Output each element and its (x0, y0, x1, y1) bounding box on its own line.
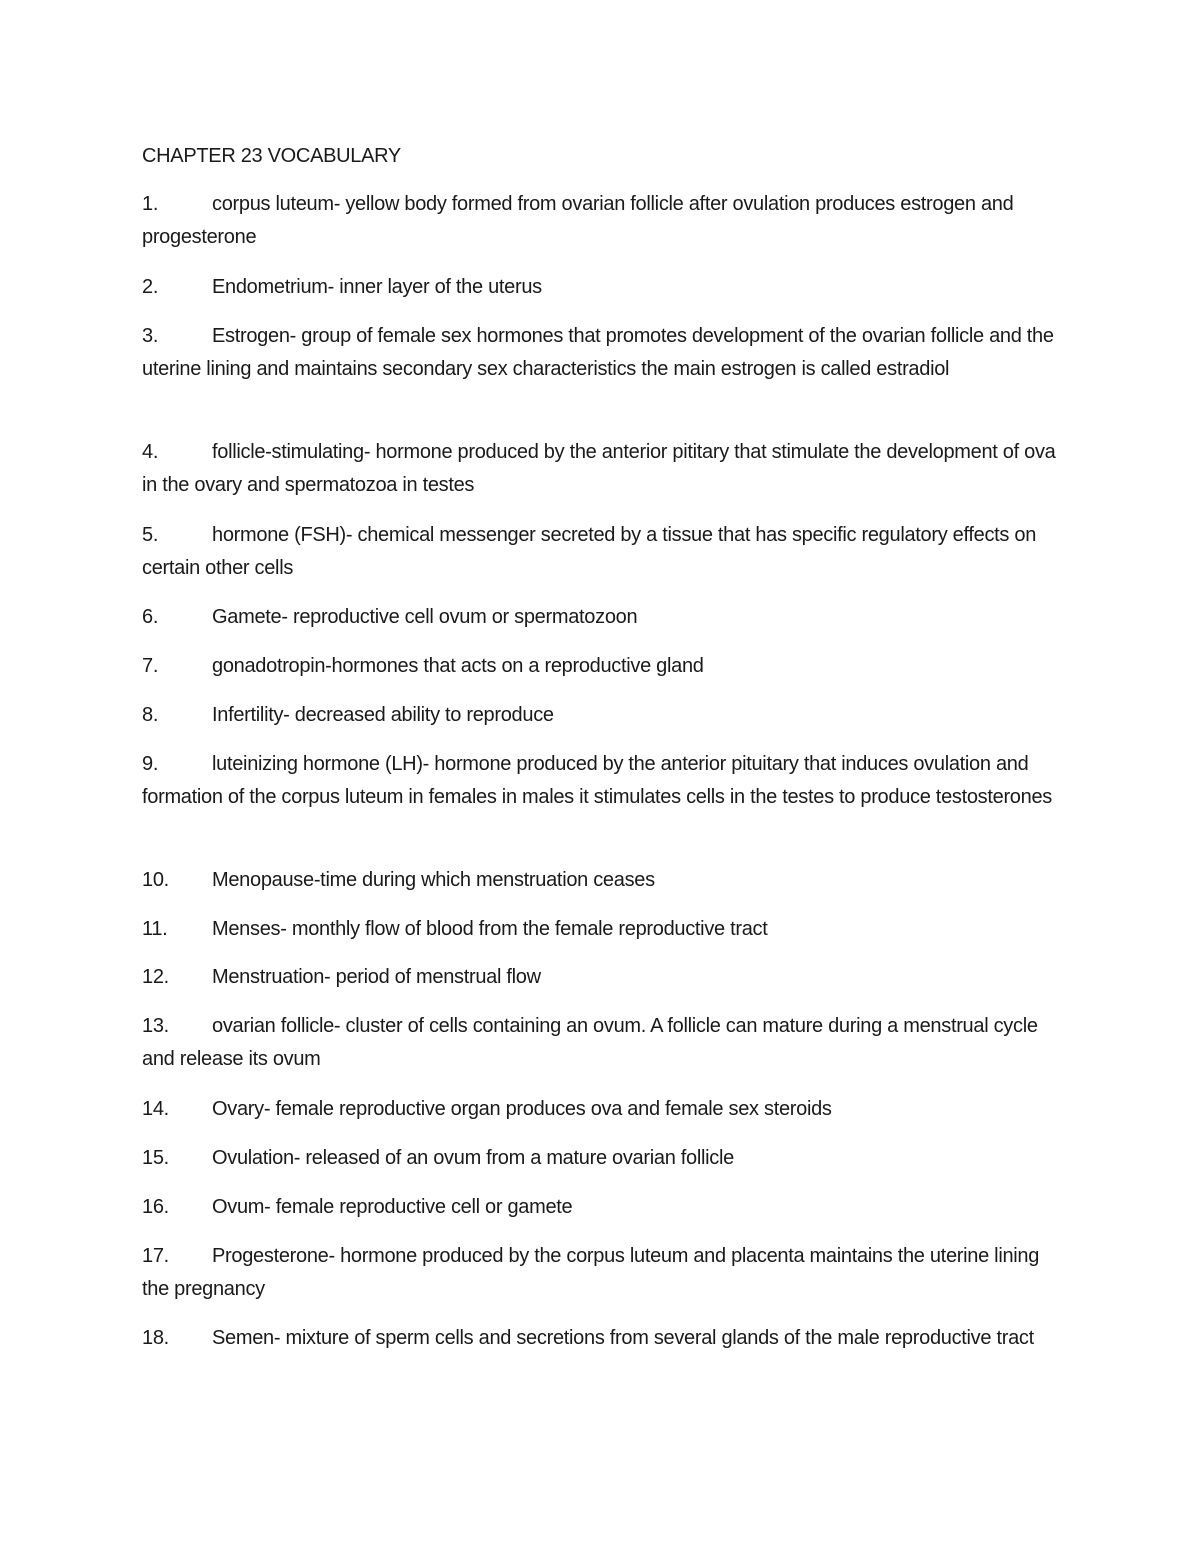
entry-text: Progesterone- hormone produced by the corpus luteum and placenta maintains the uterine lining the pregnancy (142, 1245, 1040, 1300)
vocab-entry (142, 1240, 1067, 1306)
entry-number: 1. (142, 193, 159, 215)
entry-number: 3. (142, 325, 159, 347)
vocab-entry (142, 1010, 1067, 1076)
vocab-entry (142, 748, 1067, 814)
entry-number: 18. (142, 1327, 169, 1349)
entry-text: Estrogen- group of female sex hormones that promotes development of the ovarian follicle and the uterine lining and maintains secondary sex characteristics the main estrogen is called estradiol (142, 325, 1054, 380)
entry-number: 11. (142, 918, 168, 940)
entry-number: 14. (142, 1098, 169, 1120)
entry-text: Menses- monthly flow of blood from the female reproductive tract (212, 918, 768, 940)
entry-text: Ovary- female reproductive organ produces ova and female sex steroids (212, 1098, 832, 1120)
vocab-entry (142, 699, 1067, 732)
vocab-entry (142, 601, 1067, 634)
entry-text: Menopause-time during which menstruation ceases (212, 869, 655, 891)
vocab-entry (142, 650, 1067, 683)
entry-number: 4. (142, 441, 159, 463)
entry-text: Endometrium- inner layer of the uterus (212, 276, 542, 298)
entry-number: 7. (142, 655, 159, 677)
entry-text: Infertility- decreased ability to reproduce (212, 704, 554, 726)
vocab-entry (142, 961, 1067, 994)
page-title: CHAPTER 23 VOCABULARY (142, 145, 401, 167)
entry-text: hormone (FSH)- chemical messenger secreted by a tissue that has specific regulatory effects on certain other cells (142, 524, 1037, 579)
entry-number: 15. (142, 1147, 169, 1169)
vocab-entry (142, 913, 1067, 946)
entry-text: Gamete- reproductive cell ovum or spermatozoon (212, 606, 638, 628)
vocab-entry (142, 320, 1067, 386)
entry-text: Ovulation- released of an ovum from a mature ovarian follicle (212, 1147, 734, 1169)
entry-number: 16. (142, 1196, 169, 1218)
entry-number: 9. (142, 753, 159, 775)
entry-text: follicle-stimulating- hormone produced by the anterior pititary that stimulate the development of ova in the ovary and spermatozoa in testes (142, 441, 1056, 496)
entry-text: Semen- mixture of sperm cells and secretions from several glands of the male reproductive tract (212, 1327, 1034, 1349)
vocab-entry (142, 271, 1067, 304)
vocab-entry (142, 519, 1067, 585)
entry-text: Menstruation- period of menstrual flow (212, 966, 541, 988)
vocab-entry (142, 864, 1067, 897)
entry-number: 17. (142, 1245, 169, 1267)
entry-text: Ovum- female reproductive cell or gamete (212, 1196, 573, 1218)
entry-number: 6. (142, 606, 159, 628)
entry-text: corpus luteum- yellow body formed from ovarian follicle after ovulation produces estrogen and progesterone (142, 193, 1014, 248)
vocab-entry (142, 1093, 1067, 1126)
entry-text: luteinizing hormone (LH)- hormone produced by the anterior pituitary that induces ovulation and formation of the corpus luteum in females in males it stimulates cells in the testes to produce testosterones (142, 753, 1052, 808)
entry-number: 10. (142, 869, 169, 891)
vocab-entry (142, 1142, 1067, 1175)
entry-number: 13. (142, 1015, 169, 1037)
vocab-entry (142, 1191, 1067, 1224)
vocab-entry (142, 1322, 1067, 1355)
entry-number: 5. (142, 524, 159, 546)
entry-number: 2. (142, 276, 159, 298)
entry-number: 12. (142, 966, 169, 988)
vocab-entry (142, 436, 1067, 502)
entry-text: gonadotropin-hormones that acts on a reproductive gland (212, 655, 704, 677)
vocab-entry (142, 188, 1067, 254)
entry-number: 8. (142, 704, 159, 726)
entry-text: ovarian follicle- cluster of cells containing an ovum. A follicle can mature during a menstrual cycle and release its ovum (142, 1015, 1038, 1070)
